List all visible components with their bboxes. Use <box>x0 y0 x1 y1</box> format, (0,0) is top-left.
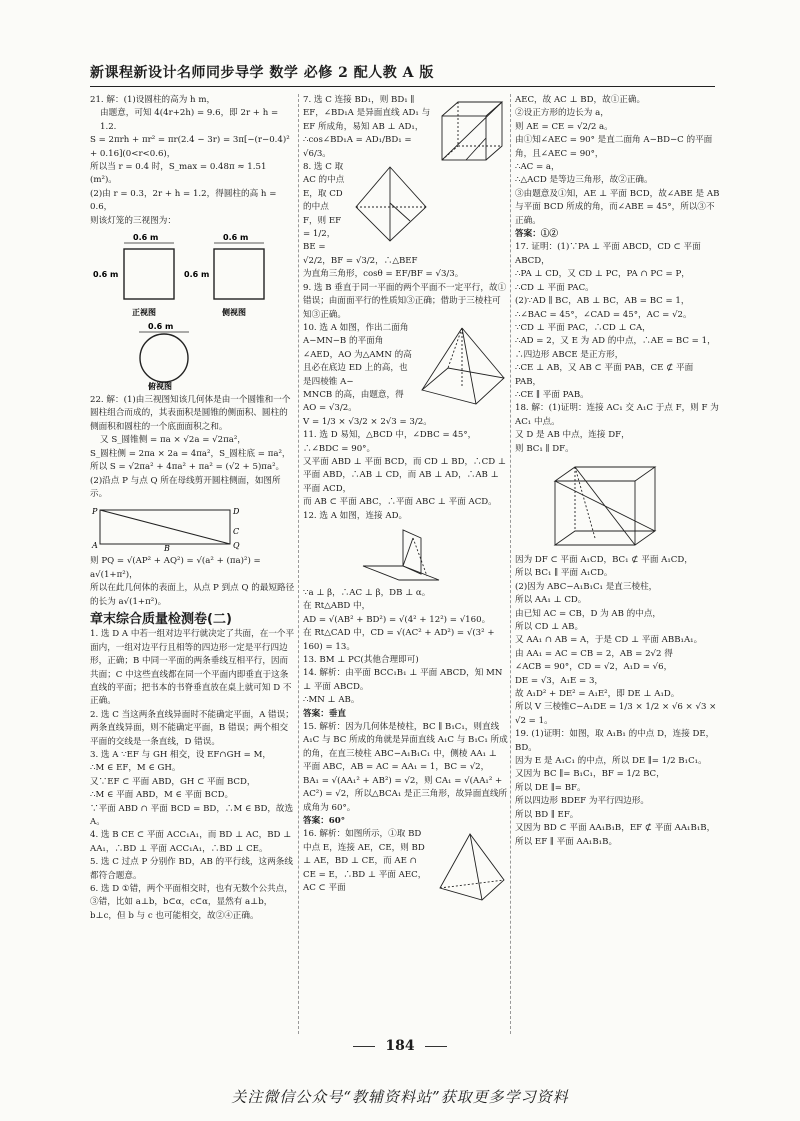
answer-5: 5. 选 C 过点 P 分别作 BD，AB 的平行线，这两条线都符合题意。 <box>90 857 293 881</box>
answer-15-line: 15. 解析：因为几何体是棱柱，BC ∥ B₁C₁，则直线 A₁C 与 BC 所成的角就是异面直线 A₁C 与 B₁C₁ 所成的角，在直三棱柱 ABC−A₁B₁C₁ 中，侧棱 AA₁ ⊥ 平面 ABC，AB = AC = AA₁ = 1，BC = √2， <box>303 722 508 773</box>
answer-18b-line: 又 AA₁ ∩ AB = A，于是 CD ⊥ 平面 ABB₁A₁。 <box>515 635 703 646</box>
point-label: P <box>92 507 98 517</box>
answer-12-line: 在 Rt△ABD 中， <box>303 601 371 612</box>
answer-10-line: MNCB 的高，由题意，得 AO = √3/2。 <box>303 389 404 414</box>
answer-16-cont-line: 则 AE = CE = √2/2 a。 <box>515 121 613 132</box>
answer-10-line: V = 1/3 × √3/2 × 2√3 = 3/2。 <box>303 416 432 427</box>
running-header: 新课程新设计名师同步导学 数学 必修 2 配人教 A 版 <box>90 65 434 81</box>
side-view-rect <box>214 249 264 299</box>
answer-11-line: 而 AB ⊂ 平面 ABC，∴平面 ABC ⊥ 平面 ACD。 <box>303 497 497 508</box>
answer-18b-line: 所以 AA₁ ⊥ CD。 <box>515 595 587 606</box>
tetrahedron-figure-q16 <box>436 830 508 904</box>
answer-22-line: 则 PQ = √(AP² + AQ²) = √(a² + (πa)²) = a√(1+π²)， <box>90 556 261 580</box>
column-divider-left <box>298 94 299 1034</box>
answer-22-line: 22. 解：(1)由三视图知该几何体是由一个圆锥和一个圆柱组合而成的，其表面积是圆锥的侧面积、圆柱的侧面积和圆柱的一个底面面积之和。 <box>90 395 291 432</box>
top-view-label: 俯视图 <box>148 382 172 392</box>
answer-21-line: S = 2πrh + πr² = πr(2.4 − 3r) = 3π[−(r−0.4)² + 0.16](0<r<0.6)， <box>90 135 290 159</box>
header-rule <box>90 86 715 87</box>
answer-17-line: ∴CE ⊥ AB，又 AB ⊂ 平面 PAB，CE ⊄ 平面 PAB， <box>515 363 694 387</box>
column-left <box>90 94 295 923</box>
answer-7-line: 7. 选 C 连接 BD₁，则 BD₁ ∥ EF，∠BD₁A 是异面直线 AD₁ 与 EF 所成角，易知 AB ⊥ AD₁， <box>303 95 431 132</box>
answer-18b-line: 因为 DF ⊂ 平面 A₁CD，BC₁ ⊄ 平面 A₁CD， <box>515 554 693 565</box>
answer-3-line: 3. 选 A ∵EF 与 GH 相交，设 EF∩GH = M， <box>90 750 272 760</box>
answer-16-cont-line: AEC，故 AC ⊥ BD，故①正确。 <box>515 95 646 105</box>
page-number-text: 184 <box>385 1038 415 1054</box>
point-label: A <box>92 541 98 551</box>
answer-4: 4. 选 B CE ⊂ 平面 ACC₁A₁，而 BD ⊥ AC，BD ⊥ AA₁，∴BD ⊥ 平面 ACC₁A₁，∴BD ⊥ CE。 <box>90 830 292 854</box>
dim-label: 0.6 m <box>93 270 119 280</box>
answer-19-line: 又因为 BC ∥= B₁C₁，BF = 1/2 BC， <box>515 769 665 780</box>
answer-9: 9. 选 B 垂直于同一平面的两个平面不一定平行，故①错误；由面面平行的性质知③正确；借助于三棱柱可知③正确。 <box>303 282 507 320</box>
answer-12-line: AD = √(AB² + BD²) = √(4² + 12²) = √160。 <box>303 614 491 625</box>
answer-21-line: 所以当 r = 0.4 时，S_max = 0.48π ≈ 1.51 (m²)。 <box>90 162 267 186</box>
answer-6: 6. 选 D ①错，两个平面相交时，也有无数个公共点，③错，比如 a⊥b，b⊂α，c⊂α，显然有 a⊥b，b⊥c，但 b 与 c 也可能相交，故②④正确。 <box>90 884 293 921</box>
answer-11-line: 11. 选 D 易知，△BCD 中，∠DBC = 45°，∴∠BDC = 90°。 <box>303 430 477 454</box>
answer-16-cont-line: 答案：①② <box>515 229 558 240</box>
answer-17-line: ∵CD ⊥ 平面 PAC，∴CD ⊥ CA， <box>515 322 651 333</box>
answer-18b-line: 故 A₁D² + DE² = A₁E²，即 DE ⊥ A₁D。 <box>515 689 680 700</box>
answer-22-line: 又 S_圆锥侧 = πa × √2a = √2πa²， <box>100 435 246 446</box>
answer-8-line: 为直角三角形，cosθ = EF/BF = √3/3。 <box>303 269 464 280</box>
column-divider-right <box>510 94 511 1034</box>
answer-19-line: 所以 DE ∥= BF。 <box>515 782 586 793</box>
answer-14-line: 14. 解析：由平面 BCC₁B₁ ⊥ 平面 ABCD，知 MN ⊥ 平面 ABCD。 <box>303 668 503 692</box>
column-middle <box>303 94 508 906</box>
dim-label: 0.6 m <box>148 322 174 332</box>
answer-22-line: (2)沿点 P 与点 Q 所在母线剪开圆柱侧面，如图所示。 <box>90 475 281 499</box>
answer-22-line: 所以在此几何体的表面上，从点 P 到点 Q 的最短路径的长为 a√(1+π²)。 <box>90 583 295 607</box>
pyramid-figure-q10 <box>418 324 508 408</box>
answer-2: 2. 选 C 当这两条直线异面时不能确定平面，A 错误；两条直线异面，则不能确定平面，B 错误；两个相交平面的交线是一条直线，D 错误。 <box>90 709 294 747</box>
answer-17-line: ∴∠BAC = 45°，∠CAD = 45°，AC = √2。 <box>515 309 692 320</box>
answer-18-line: 则 BC₁ ∥ DF。 <box>515 443 574 454</box>
three-view-figure <box>90 231 290 391</box>
answer-8-line: 8. 选 C 取 AC 的中点 E，取 CD 的中点 F，则 EF = 1/2，BE = √2/2，BF = √3/2，∴△BEF <box>303 162 418 266</box>
section-title: 章末综合质量检测卷(二) <box>90 611 232 627</box>
cube-figure-q7 <box>436 96 508 166</box>
answer-10-line: 10. 选 A 如图，作出二面角 A−MN−B 的平面角∠AED，AO 为△AMN 的高且必在底边 ED 上的高，也是四棱锥 A− <box>303 322 412 387</box>
dim-label: 0.6 m <box>133 233 159 243</box>
page-number <box>0 1038 800 1054</box>
answer-3-line: ∴M ∈ EF，M ∈ GH。 <box>90 763 181 774</box>
answer-16-cont-line: ③由题意及①知，AE ⊥ 平面 BCD，故∠ABE 是 AB 与平面 BCD 所成的角，而∠ABE = 45°，所以③不正确。 <box>515 188 720 226</box>
dim-label: 0.6 m <box>184 270 210 280</box>
answer-17-line: (2)∵AD ∥ BC，AB ⊥ BC，AB = BC = 1， <box>515 296 690 307</box>
answer-17-line: 17. 证明：(1)∵PA ⊥ 平面 ABCD，CD ⊂ 平面 ABCD， <box>515 242 701 266</box>
answer-18b-line: DE = √3，A₁E = 3， <box>515 675 604 686</box>
dihedral-figure-q12 <box>303 526 503 584</box>
answer-3-line: 又∵EF ⊂ 平面 ABD，GH ⊂ 平面 BCD， <box>90 776 256 787</box>
answer-18b-line: 所以 CD ⊥ AB。 <box>515 622 584 632</box>
answer-16-cont-line: ∴AC = a， <box>515 162 560 173</box>
answer-15-line: 答案：60° <box>303 815 346 826</box>
answer-18b-line: (2)因为 ABC−A₁B₁C₁ 是直三棱柱， <box>515 581 658 592</box>
answer-18-line: 18. 解：(1)证明：连接 AC₁ 交 A₁C 于点 F，则 F 为 AC₁ 中点。 <box>515 403 719 427</box>
answer-17-line: ∴CE ∥ 平面 PAB。 <box>515 389 589 400</box>
answer-19-line: 因为 E 是 A₁C₁ 的中点，所以 DE ∥= 1/2 B₁C₁。 <box>515 756 707 767</box>
point-label: Q <box>233 541 240 551</box>
answer-19-line: 所以四边形 BDEF 为平行四边形。 <box>515 796 650 807</box>
front-view-label: 正视图 <box>132 308 156 318</box>
answer-19-line: 又因为 BD ⊂ 平面 AA₁B₁B，EF ⊄ 平面 AA₁B₁B， <box>515 823 716 834</box>
answer-21-line: (2)由 r = 0.3，2r + h = 1.2，得圆柱的高 h = 0.6， <box>90 188 277 213</box>
answer-18b-line: 所以 V 三棱锥C−A₁DE = 1/3 × 1/2 × √6 × √3 × √2 = 1。 <box>515 702 717 726</box>
answer-21-line: 21. 解：(1)设圆柱的高为 h m， <box>90 95 216 105</box>
answer-3-line: ∵平面 ABD ∩ 平面 BCD = BD，∴M ∈ BD，故选 A。 <box>90 803 294 828</box>
answer-14-line: ∴MN ⊥ AB。 <box>303 695 360 706</box>
cylinder-unroll-figure <box>90 504 290 552</box>
answer-16-cont-line: ②设正方形的边长为 a， <box>515 108 609 119</box>
answer-16-cont-line: 由①知∠AEC = 90° 是直二面角 A−BD−C 的平面角，且∠AEC = 90°， <box>515 135 713 159</box>
answer-3-line: ∴M ∈ 平面 ABD，M ∈ 平面 BCD。 <box>90 790 234 801</box>
dim-label: 0.6 m <box>223 233 249 243</box>
answer-1: 1. 选 D A 中若一组对边平行就决定了共面，在一个平面内，一组对边平行且相等的四边形一定是平行四边形，正确；B 中同一平面的两条垂线互相平行，因而共面；C 中这些直线都在同一个平面内即垂直于这条直线的平面；把书本的书脊垂直放在桌上就可知 D 不正确。 <box>90 629 295 707</box>
point-label: B <box>164 544 170 553</box>
prism-figure-q18 <box>515 459 715 551</box>
answer-14-line: 答案：垂直 <box>303 708 346 719</box>
answer-18b-line: 所以 BC₁ ∥ 平面 A₁CD。 <box>515 568 613 579</box>
answer-21-line: 由题意，可知 4(4r+2h) = 9.6，即 2r + h = 1.2. <box>100 108 279 132</box>
answer-22-line: 所以 S = √2πa² + 4πa² + πa² = (√2 + 5)πa²。 <box>90 462 285 473</box>
answer-16: 16. 解析：如图所示，①取 BD 中点 E，连接 AE，CE，则 BD ⊥ AE，BD ⊥ CE，而 AE ∩ CE = E，∴BD ⊥ 平面 AEC，AC ⊂ 平面 <box>303 829 427 893</box>
answer-18-line: 又 D 是 AB 中点，连接 DF， <box>515 430 630 441</box>
answer-19-line: 所以 BD ∥ EF。 <box>515 809 579 820</box>
tetrahedron-figure-q8 <box>350 163 432 245</box>
answer-16-cont-line: ∴△ACD 是等边三角形，故②正确。 <box>515 175 653 186</box>
answer-21-line: 则该灯笼的三视图为： <box>90 215 176 226</box>
answer-11-line: 又平面 ABD ⊥ 平面 BCD，而 CD ⊥ BD，∴CD ⊥ 平面 ABD，∴AB ⊥ CD，而 AB ⊥ AD，∴AB ⊥ 平面 ACD， <box>303 456 506 494</box>
answer-12-line: ∵a ⊥ β，∴AC ⊥ β，DB ⊥ α。 <box>303 588 431 598</box>
answer-18b-line: ∠ACB = 90°，CD = √2，A₁D = √6， <box>515 662 673 673</box>
front-view-rect <box>124 249 174 299</box>
answer-17-line: ∴PA ⊥ CD，又 CD ⊥ PC，PA ∩ PC = P， <box>515 269 690 280</box>
answer-7-line: ∴cos∠BD₁A = AD₁/BD₁ = √6/3。 <box>303 135 412 159</box>
point-label: C <box>233 527 240 537</box>
answer-17-line: ∴CD ⊥ 平面 PAC。 <box>515 282 594 293</box>
answer-12-line: 12. 选 A 如图，连接 AD。 <box>303 510 408 521</box>
answer-18b-line: 由已知 AC = CB，D 为 AB 的中点， <box>515 608 662 619</box>
answer-18b-line: 由 AA₁ = AC = CB = 2，AB = 2√2 得 <box>515 648 673 659</box>
answer-22-line: S_圆柱侧 = 2πa × 2a = 4πa²，S_圆柱底 = πa²， <box>90 448 291 459</box>
answer-19-line: 所以 EF ∥ 平面 AA₁B₁B。 <box>515 836 618 847</box>
column-right <box>515 94 720 849</box>
top-view-circle <box>140 334 188 382</box>
point-label: D <box>233 507 240 517</box>
side-view-label: 侧视图 <box>222 308 246 318</box>
answer-13: 13. BM ⊥ PC(其他合理即可) <box>303 655 419 666</box>
answer-19-line: 19. (1)证明：如图，取 A₁B₁ 的中点 D，连接 DE，BD。 <box>515 729 715 753</box>
answer-17-line: ∴AD = 2，又 E 为 AD 的中点，∴AE = BC = 1，∴四边形 ABCE 是正方形， <box>515 336 716 360</box>
answer-12-line: 在 Rt△CAD 中，CD = √(AC² + AD²) = √(3² + 160) = 13。 <box>303 628 495 652</box>
footer-note: 关注微信公众号“教辅资料站”获取更多学习资料 <box>231 1088 569 1106</box>
answer-15-line: BA₁ = √(AA₁² + AB²) = √2，则 CA₁ = √(AA₁² + AC²) = √2，所以△BCA₁ 是正三角形，故异面直线所成角为 60°。 <box>303 775 508 813</box>
